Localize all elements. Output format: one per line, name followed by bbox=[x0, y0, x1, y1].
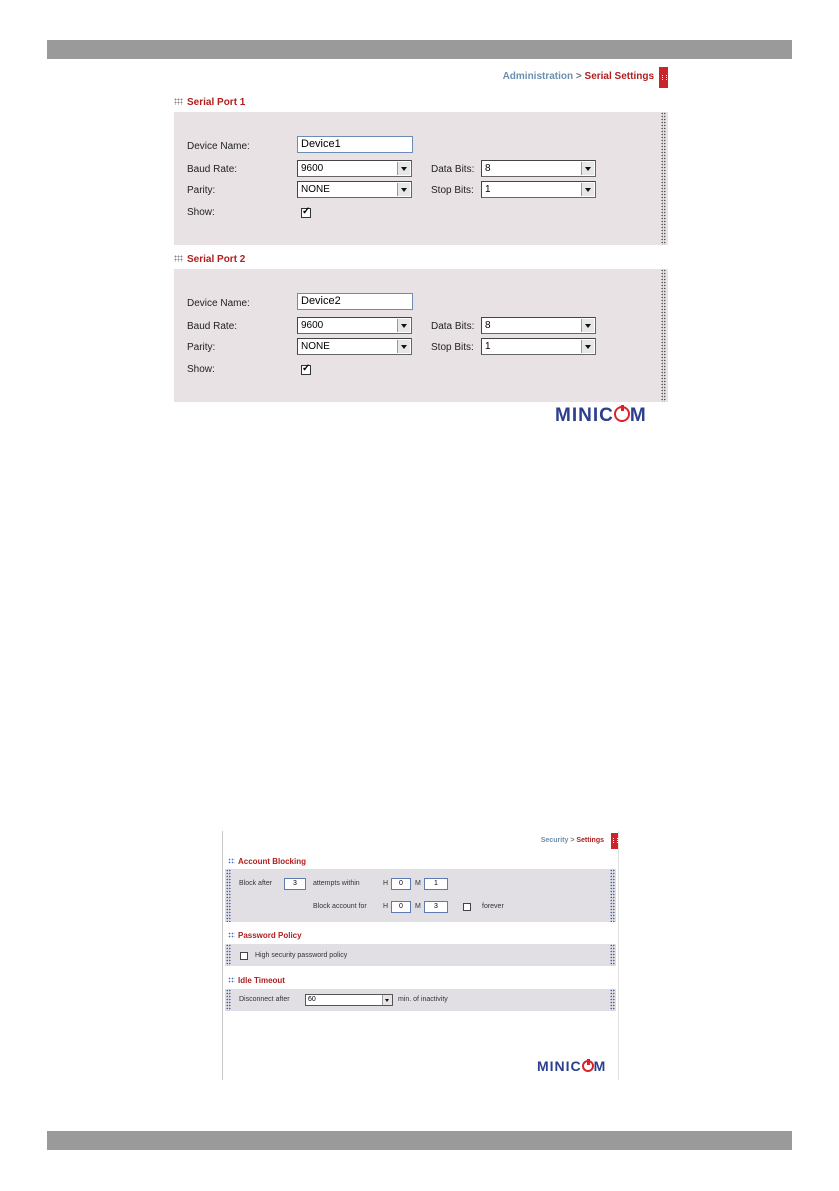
idle-timeout-panel bbox=[225, 989, 616, 1011]
grip-dots-icon bbox=[228, 977, 235, 983]
block-after-label: Block after bbox=[239, 880, 273, 887]
stop-bits-label: Stop Bits: bbox=[431, 342, 474, 353]
block-minutes-input[interactable]: 3 bbox=[424, 901, 448, 913]
device-name-label: Device Name: bbox=[187, 141, 250, 152]
baud-rate-label: Baud Rate: bbox=[187, 164, 238, 175]
stop-bits-select[interactable]: 1 bbox=[481, 181, 596, 198]
data-bits-select[interactable]: 8 bbox=[481, 160, 596, 177]
panel-edge-dots bbox=[610, 944, 615, 966]
within-minutes-input[interactable]: 1 bbox=[424, 878, 448, 890]
dropdown-arrow-icon[interactable] bbox=[382, 995, 392, 1005]
within-hours-input[interactable]: 0 bbox=[391, 878, 411, 890]
panel-edge-dots bbox=[610, 869, 615, 922]
account-blocking-panel bbox=[225, 869, 616, 922]
show-label: Show: bbox=[187, 364, 215, 375]
breadcrumb-administration-link[interactable]: Administration bbox=[502, 71, 574, 82]
hours-label: H bbox=[383, 880, 389, 887]
panel-edge-dots bbox=[661, 269, 666, 402]
high-security-label: High security password policy bbox=[255, 952, 348, 959]
breadcrumb-current: Serial Settings bbox=[584, 71, 654, 82]
attempts-within-label: attempts within bbox=[313, 880, 360, 887]
show-checkbox[interactable] bbox=[301, 208, 311, 218]
dropdown-arrow-icon[interactable] bbox=[581, 183, 594, 196]
stop-bits-select[interactable]: 1 bbox=[481, 338, 596, 355]
panel-edge-dots bbox=[226, 944, 231, 966]
panel-edge-dots bbox=[226, 989, 231, 1011]
device-name-label: Device Name: bbox=[187, 298, 250, 309]
section-title-idle-timeout: Idle Timeout bbox=[228, 976, 285, 985]
disconnect-after-label: Disconnect after bbox=[239, 996, 290, 1003]
password-policy-panel bbox=[225, 944, 616, 966]
security-settings-screenshot bbox=[222, 831, 619, 1080]
dropdown-arrow-icon[interactable] bbox=[397, 183, 410, 196]
baud-rate-label: Baud Rate: bbox=[187, 321, 238, 332]
block-hours-input[interactable]: 0 bbox=[391, 901, 411, 913]
data-bits-select[interactable]: 8 bbox=[481, 317, 596, 334]
parity-label: Parity: bbox=[187, 185, 216, 196]
logo-o-power-icon bbox=[614, 406, 630, 422]
data-bits-label: Data Bits: bbox=[431, 164, 475, 175]
breadcrumb-current: Settings bbox=[576, 837, 604, 844]
device-name-input[interactable]: Device2 bbox=[297, 293, 413, 310]
page-header-bar bbox=[47, 40, 792, 59]
grip-dots-icon bbox=[174, 255, 183, 262]
dropdown-arrow-icon[interactable] bbox=[397, 319, 410, 332]
logo-o-power-icon bbox=[582, 1060, 594, 1072]
breadcrumb bbox=[503, 71, 654, 82]
dropdown-arrow-icon[interactable] bbox=[397, 340, 410, 353]
panel-edge-dots bbox=[610, 989, 615, 1011]
grip-dots-icon bbox=[228, 932, 235, 938]
section-title-serial-port-2: Serial Port 2 bbox=[174, 254, 245, 265]
parity-label: Parity: bbox=[187, 342, 216, 353]
panel-edge-dots bbox=[226, 869, 231, 922]
breadcrumb-security-link[interactable]: Security bbox=[540, 837, 569, 844]
hours-label: H bbox=[383, 903, 389, 910]
idle-minutes-select[interactable]: 60 bbox=[305, 994, 393, 1006]
stop-bits-label: Stop Bits: bbox=[431, 185, 474, 196]
serial-settings-screenshot bbox=[174, 64, 668, 434]
section-title-serial-port-1: Serial Port 1 bbox=[174, 97, 245, 108]
baud-rate-select[interactable]: 9600 bbox=[297, 160, 412, 177]
dropdown-arrow-icon[interactable] bbox=[581, 319, 594, 332]
section-title-account-blocking: Account Blocking bbox=[228, 857, 306, 866]
minutes-label: M bbox=[415, 880, 421, 887]
serial-port-1-panel bbox=[174, 112, 668, 245]
inactivity-label: min. of inactivity bbox=[398, 996, 448, 1003]
baud-rate-select[interactable]: 9600 bbox=[297, 317, 412, 334]
attempts-input[interactable]: 3 bbox=[284, 878, 306, 890]
block-account-for-label: Block account for bbox=[313, 903, 367, 910]
minicom-logo: MINIC M bbox=[537, 1058, 607, 1074]
dropdown-arrow-icon[interactable] bbox=[581, 340, 594, 353]
breadcrumb-separator: > bbox=[570, 837, 575, 844]
grip-dots-icon bbox=[174, 98, 183, 105]
minutes-label: M bbox=[415, 903, 421, 910]
show-label: Show: bbox=[187, 207, 215, 218]
breadcrumb bbox=[541, 837, 604, 844]
high-security-checkbox[interactable] bbox=[240, 952, 248, 960]
data-bits-label: Data Bits: bbox=[431, 321, 475, 332]
grip-dots-icon bbox=[228, 858, 235, 864]
side-menu-handle[interactable] bbox=[659, 67, 668, 88]
panel-edge-dots bbox=[661, 112, 666, 245]
show-checkbox[interactable] bbox=[301, 365, 311, 375]
forever-label: forever bbox=[482, 903, 504, 910]
section-title-password-policy: Password Policy bbox=[228, 931, 302, 940]
dropdown-arrow-icon[interactable] bbox=[581, 162, 594, 175]
forever-checkbox[interactable] bbox=[463, 903, 471, 911]
minicom-logo: MINIC M bbox=[555, 405, 647, 426]
serial-port-2-panel bbox=[174, 269, 668, 402]
parity-select[interactable]: NONE bbox=[297, 338, 412, 355]
parity-select[interactable]: NONE bbox=[297, 181, 412, 198]
page-footer-bar bbox=[47, 1131, 792, 1150]
dropdown-arrow-icon[interactable] bbox=[397, 162, 410, 175]
side-menu-handle[interactable] bbox=[611, 833, 618, 849]
breadcrumb-separator: > bbox=[575, 71, 582, 82]
device-name-input[interactable]: Device1 bbox=[297, 136, 413, 153]
